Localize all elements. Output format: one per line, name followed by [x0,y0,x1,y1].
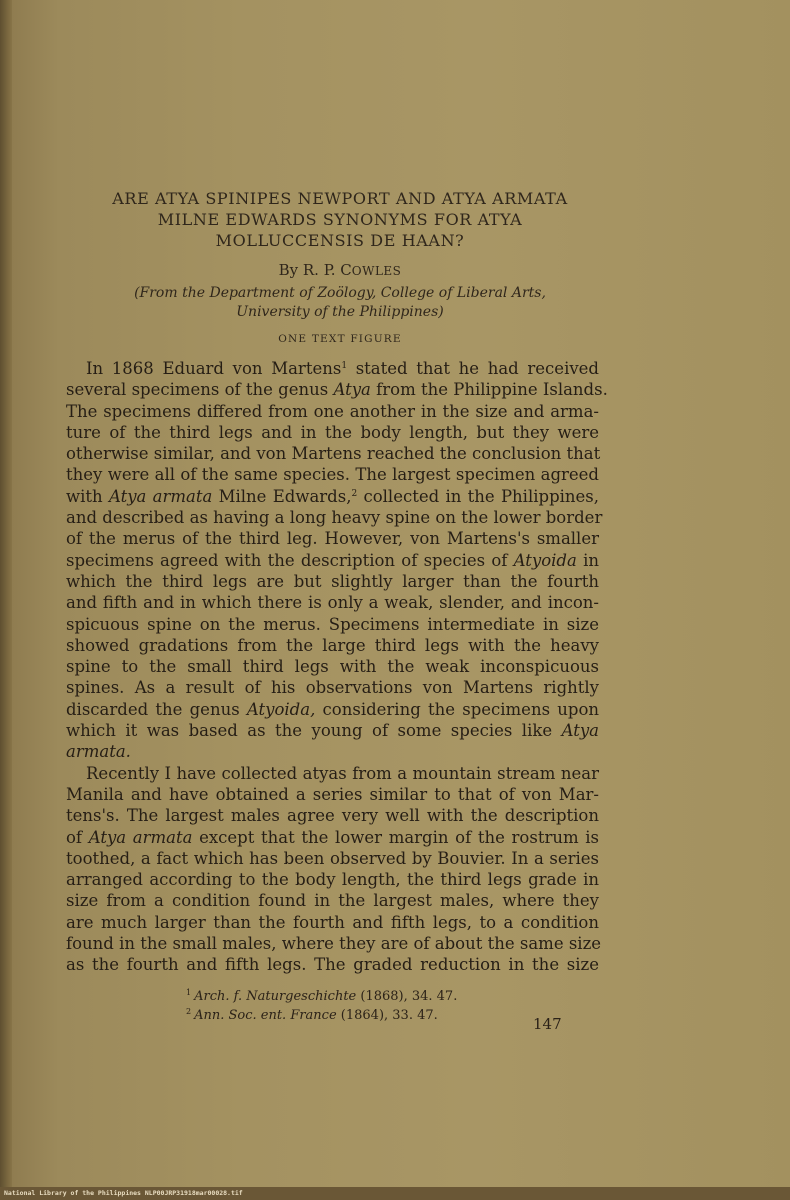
body-line: they were all of the same species. The largest specimen agreed [66,465,599,485]
body-line: Recently I have collected atyas from a mountain stream near [86,763,599,783]
body-line: with Atya armata Milne Edwards,$^2$ collected in the Philippines, [66,486,600,506]
body-line: ture of the third legs and in the body length, but they were [66,422,599,442]
footnote: $^2$ Ann. Soc. ent. France (1864), 33. 47. [186,1007,438,1023]
body-line: of the merus of the third leg. However, von Martens's smaller [66,529,599,549]
body-line: In 1868 Eduard von Martens$^1$ stated that he had received [86,359,599,378]
body-line: which it was based as the young of some species like Atya [66,721,599,741]
title-line: MILNE EDWARDS SYNONYMS FOR ATYA [157,210,523,229]
footnote: $^1$ Arch. f. Naturgeschichte (1868), 34. 47. [186,988,458,1004]
scan-footer: National Library of the Philippines NLP00JRP31918mar00028.tif [0,1187,790,1200]
body-line: The specimens differed from one another in the size and arma- [66,401,599,421]
body-line: spines. As a result of his observations von Martens rightly [66,678,599,698]
body-line: are much larger than the fourth and fifth legs, to a condition [66,912,599,932]
figure-note: ONE TEXT FIGURE [278,333,402,345]
author-byline [80,261,600,279]
title-line: MOLLUCCENSIS DE HAAN? [215,231,465,250]
footnote-ref: 2 [351,488,358,499]
body-line: size from a condition found in the largest males, where they [66,891,599,911]
body-line: discarded the genus Atyoida, considering the specimens upon [66,699,600,719]
author-affiliation [60,284,620,322]
affiliation-line: University of the Philippines) [236,304,444,320]
affiliation-line: (From the Department of Zoölogy, College of Liberal Arts, [134,285,546,301]
body-line: tens's. The largest males agree very well with the description [66,806,599,826]
footnotes [186,987,457,1025]
body-line: found in the small males, where they are of about the same size [66,934,602,954]
body-line: several specimens of the genus Atya from the Philippine Islands. [66,380,608,400]
body-line: showed gradations from the large third legs with the heavy [66,635,599,655]
article-title [80,188,600,251]
body-line: spine to the small third legs with the weak inconspicuous [66,657,599,677]
body-line: as the fourth and fifth legs. The graded reduction in the size [66,955,599,975]
body-line: Manila and have obtained a series similar to that of von Mar- [66,784,599,804]
author-initials: R. P. C [302,261,352,279]
body-line: toothed, a fact which has been observed by Bouvier. In a series [66,848,599,868]
author-prefix: By [278,261,303,279]
footnote-ref: 1 [341,361,348,371]
author-surname-rest: OWLES [351,264,402,278]
body-line: spicuous spine on the merus. Specimens intermediate in size [66,614,599,634]
title-line: ARE ATYA SPINIPES NEWPORT AND ATYA ARMATA [112,189,568,208]
body-line: arranged according to the body length, the third legs grade in [66,870,599,890]
body-line: which the third legs are but slightly larger than the fourth [66,571,599,591]
page-number: 147 [533,1015,562,1033]
body-line: armata. [66,742,131,762]
body-line: specimens agreed with the description of species of Atyoida in [66,550,599,570]
body-line: and fifth and in which there is only a weak, slender, and incon- [66,593,599,613]
body-line: of Atya armata except that the lower margin of the rostrum is [66,827,600,847]
article-body [66,358,608,976]
body-line: otherwise similar, and von Martens reached the conclusion that [66,444,601,464]
body-line: and described as having a long heavy spine on the lower border [66,508,603,528]
